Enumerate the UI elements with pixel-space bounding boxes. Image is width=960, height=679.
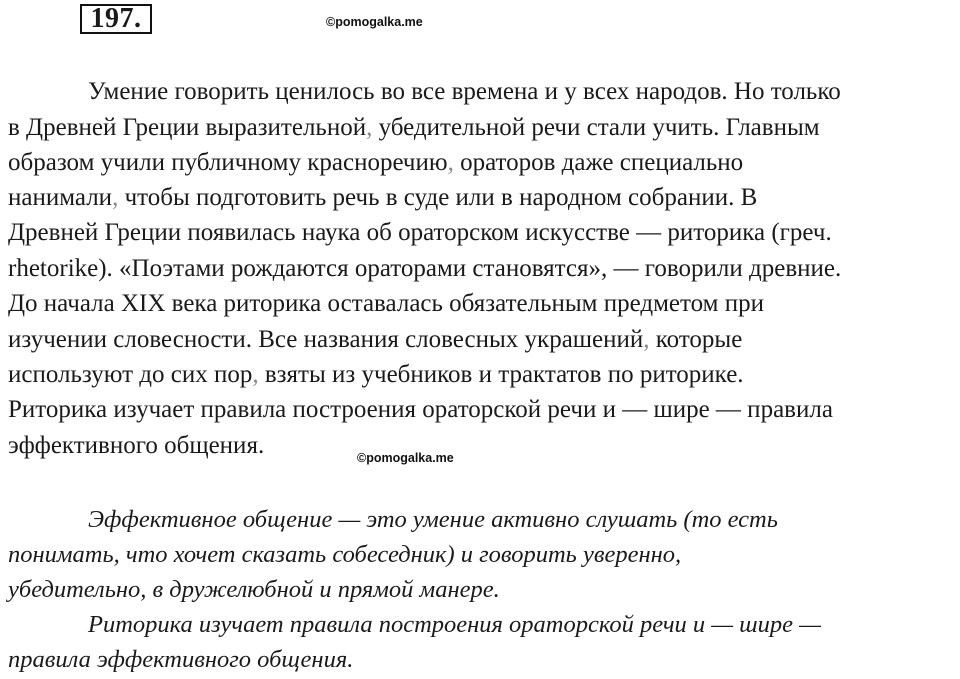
text-line-7: До начала XIX века риторика оставалась обязательным предметом при — [8, 290, 764, 317]
text-line-5: Древней Греции появилась наука об ораторском искусстве — риторика (греч. — [8, 219, 832, 246]
text-line-11: эффективного общения. — [8, 432, 265, 459]
italic-line-5: правила эффективного общения. — [8, 646, 354, 673]
highlighted-comma: , — [252, 361, 259, 388]
text-line-4 — [8, 182, 757, 214]
highlighted-comma: , — [366, 114, 373, 141]
highlighted-comma: , — [112, 184, 119, 211]
text-line-6: rhetorike). «Поэтами рождаются ораторами становятся», — говорили древние. — [8, 255, 842, 282]
watermark-middle: ©pomogalka.me — [357, 451, 454, 465]
text-line-3 — [8, 147, 743, 179]
text-line-8 — [8, 324, 742, 356]
text-segment: ораторов даже специально — [453, 149, 744, 176]
exercise-number-box: 197. — [80, 4, 152, 34]
text-segment: чтобы подготовить речь в суде или в народном собрании. В — [118, 184, 758, 211]
text-segment: которые — [649, 326, 743, 353]
text-line-2 — [8, 112, 820, 144]
italic-line-2: понимать, что хочет сказать собеседник) и говорить уверенно, — [8, 541, 682, 568]
text-line-10: Риторика изучает правила построения ораторской речи и — шире — правила — [8, 396, 833, 423]
watermark-top: ©pomogalka.me — [326, 15, 423, 29]
text-segment: в Древней Греции выразительной — [8, 114, 367, 141]
text-line-9 — [8, 359, 744, 391]
text-line-1: Умение говорить ценилось во все времена и у всех народов. Но только — [88, 78, 841, 105]
italic-line-1: Эффективное общение — это умение активно слушать (то есть — [88, 506, 778, 533]
text-segment: используют до сих пор — [8, 361, 253, 388]
text-segment: взяты из учебников и трактатов по риторике. — [258, 361, 744, 388]
highlighted-comma: , — [447, 149, 454, 176]
text-segment: убедительной речи стали учить. Главным — [372, 114, 820, 141]
text-segment: нанимали — [8, 184, 113, 211]
highlighted-comma: , — [643, 326, 650, 353]
text-segment: образом учили публичному красноречию — [8, 149, 448, 176]
italic-line-4: Риторика изучает правила построения ораторской речи и — шире — — [88, 611, 821, 638]
italic-line-3: убедительно, в дружелюбной и прямой манере. — [8, 576, 500, 603]
text-segment: изучении словесности. Все названия словесных украшений — [8, 326, 644, 353]
